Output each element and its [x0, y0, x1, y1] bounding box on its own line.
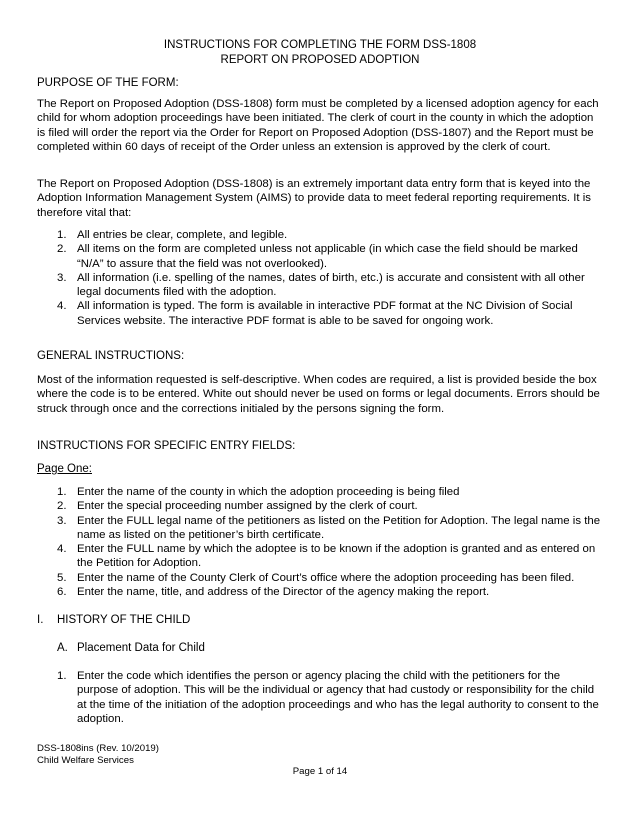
footer-division: Child Welfare Services [37, 755, 134, 766]
list-item: 4. Enter the FULL name by which the adoptee is to be known if the adoption is granted and as entered on the Petition for Adoption. [57, 543, 596, 570]
list-item: 3. Enter the FULL legal name of the petitioners as listed on the Petition for Adoption. The legal name is the name as listed on the petitioner’s birth certificate. [57, 514, 601, 541]
specific-heading: INSTRUCTIONS FOR SPECIFIC ENTRY FIELDS: [37, 440, 296, 452]
list-item: 2. Enter the special proceeding number assigned by the clerk of court. [57, 500, 418, 513]
purpose-heading: PURPOSE OF THE FORM: [37, 77, 179, 89]
list-item: 1. Enter the name of the county in which the adoption proceeding is being filed [57, 486, 460, 498]
document-title-line-2: REPORT ON PROPOSED ADOPTION [220, 54, 420, 66]
subsection-a-heading: Placement Data for Child [77, 642, 205, 654]
list-item: 6. Enter the name, title, and address of the Director of the agency making the report. [57, 586, 490, 599]
list-item: 4. All information is typed. The form is available in interactive PDF format at the NC Division of Social Services website. The interactive PDF format is able to be saved for ongoing work. [57, 300, 573, 327]
document-title-line-1: INSTRUCTIONS FOR COMPLETING THE FORM DSS-1808 [163, 39, 477, 51]
page-number: Page 1 of 14 [292, 766, 348, 777]
page-one-list [57, 485, 603, 599]
purpose-paragraph-1: The Report on Proposed Adoption (DSS-1808) form must be completed by a licensed adoption agency for each child for whom adoption proceedings have been initiated. The clerk of court in the county in which the adoption is filed will order the report via the Order for Report on Proposed Adoption (DSS-1807) and the Report must be completed within 60 days of receipt of the Order unless an extension is approved by the clerk of court. [37, 98, 599, 154]
page-one-subheading: Page One: [37, 463, 92, 475]
list-item: 5. Enter the name of the County Clerk of Court’s office where the adoption proceeding has been filed. [57, 571, 575, 584]
purpose-list [57, 228, 603, 328]
section-1-numeral: I. [37, 614, 44, 626]
purpose-paragraph-2: The Report on Proposed Adoption (DSS-1808) is an extremely important data entry form that is keyed into the Adoption Information Management System (AIMS) to provide data to meet federal reporting requirements. It is therefore vital that: [37, 178, 591, 219]
general-paragraph: Most of the information requested is self-descriptive. When codes are required, a list is provided beside the box where the code is to be entered. White out should never be used on forms or legal documents. Errors should be struck through once and the corrections initialed by the persons signing the form. [37, 374, 600, 415]
footer-form-id: DSS-1808ins (Rev. 10/2019) [37, 743, 159, 754]
placement-data-list [57, 669, 603, 726]
subsection-a-letter: A. [57, 642, 68, 654]
general-heading: GENERAL INSTRUCTIONS: [37, 350, 185, 362]
list-item: 2. All items on the form are completed unless not applicable (in which case the field should be marked “N/A” to assure that the field was not overlooked). [57, 243, 578, 270]
list-item: 1. All entries be clear, complete, and legible. [57, 229, 288, 241]
section-1-heading: HISTORY OF THE CHILD [57, 614, 191, 626]
list-item: 1. Enter the code which identifies the person or agency placing the child with the petitioners for the purpose of adoption. This will be the individual or agency that had custody or responsibility for the child at the time of the initiation of the adoption proceedings and who has the legal authority to consent to the adoption. [57, 670, 599, 725]
list-item: 3. All information (i.e. spelling of the names, dates of birth, etc.) is accurate and consistent with all other legal documents filed with the adoption. [57, 271, 585, 299]
